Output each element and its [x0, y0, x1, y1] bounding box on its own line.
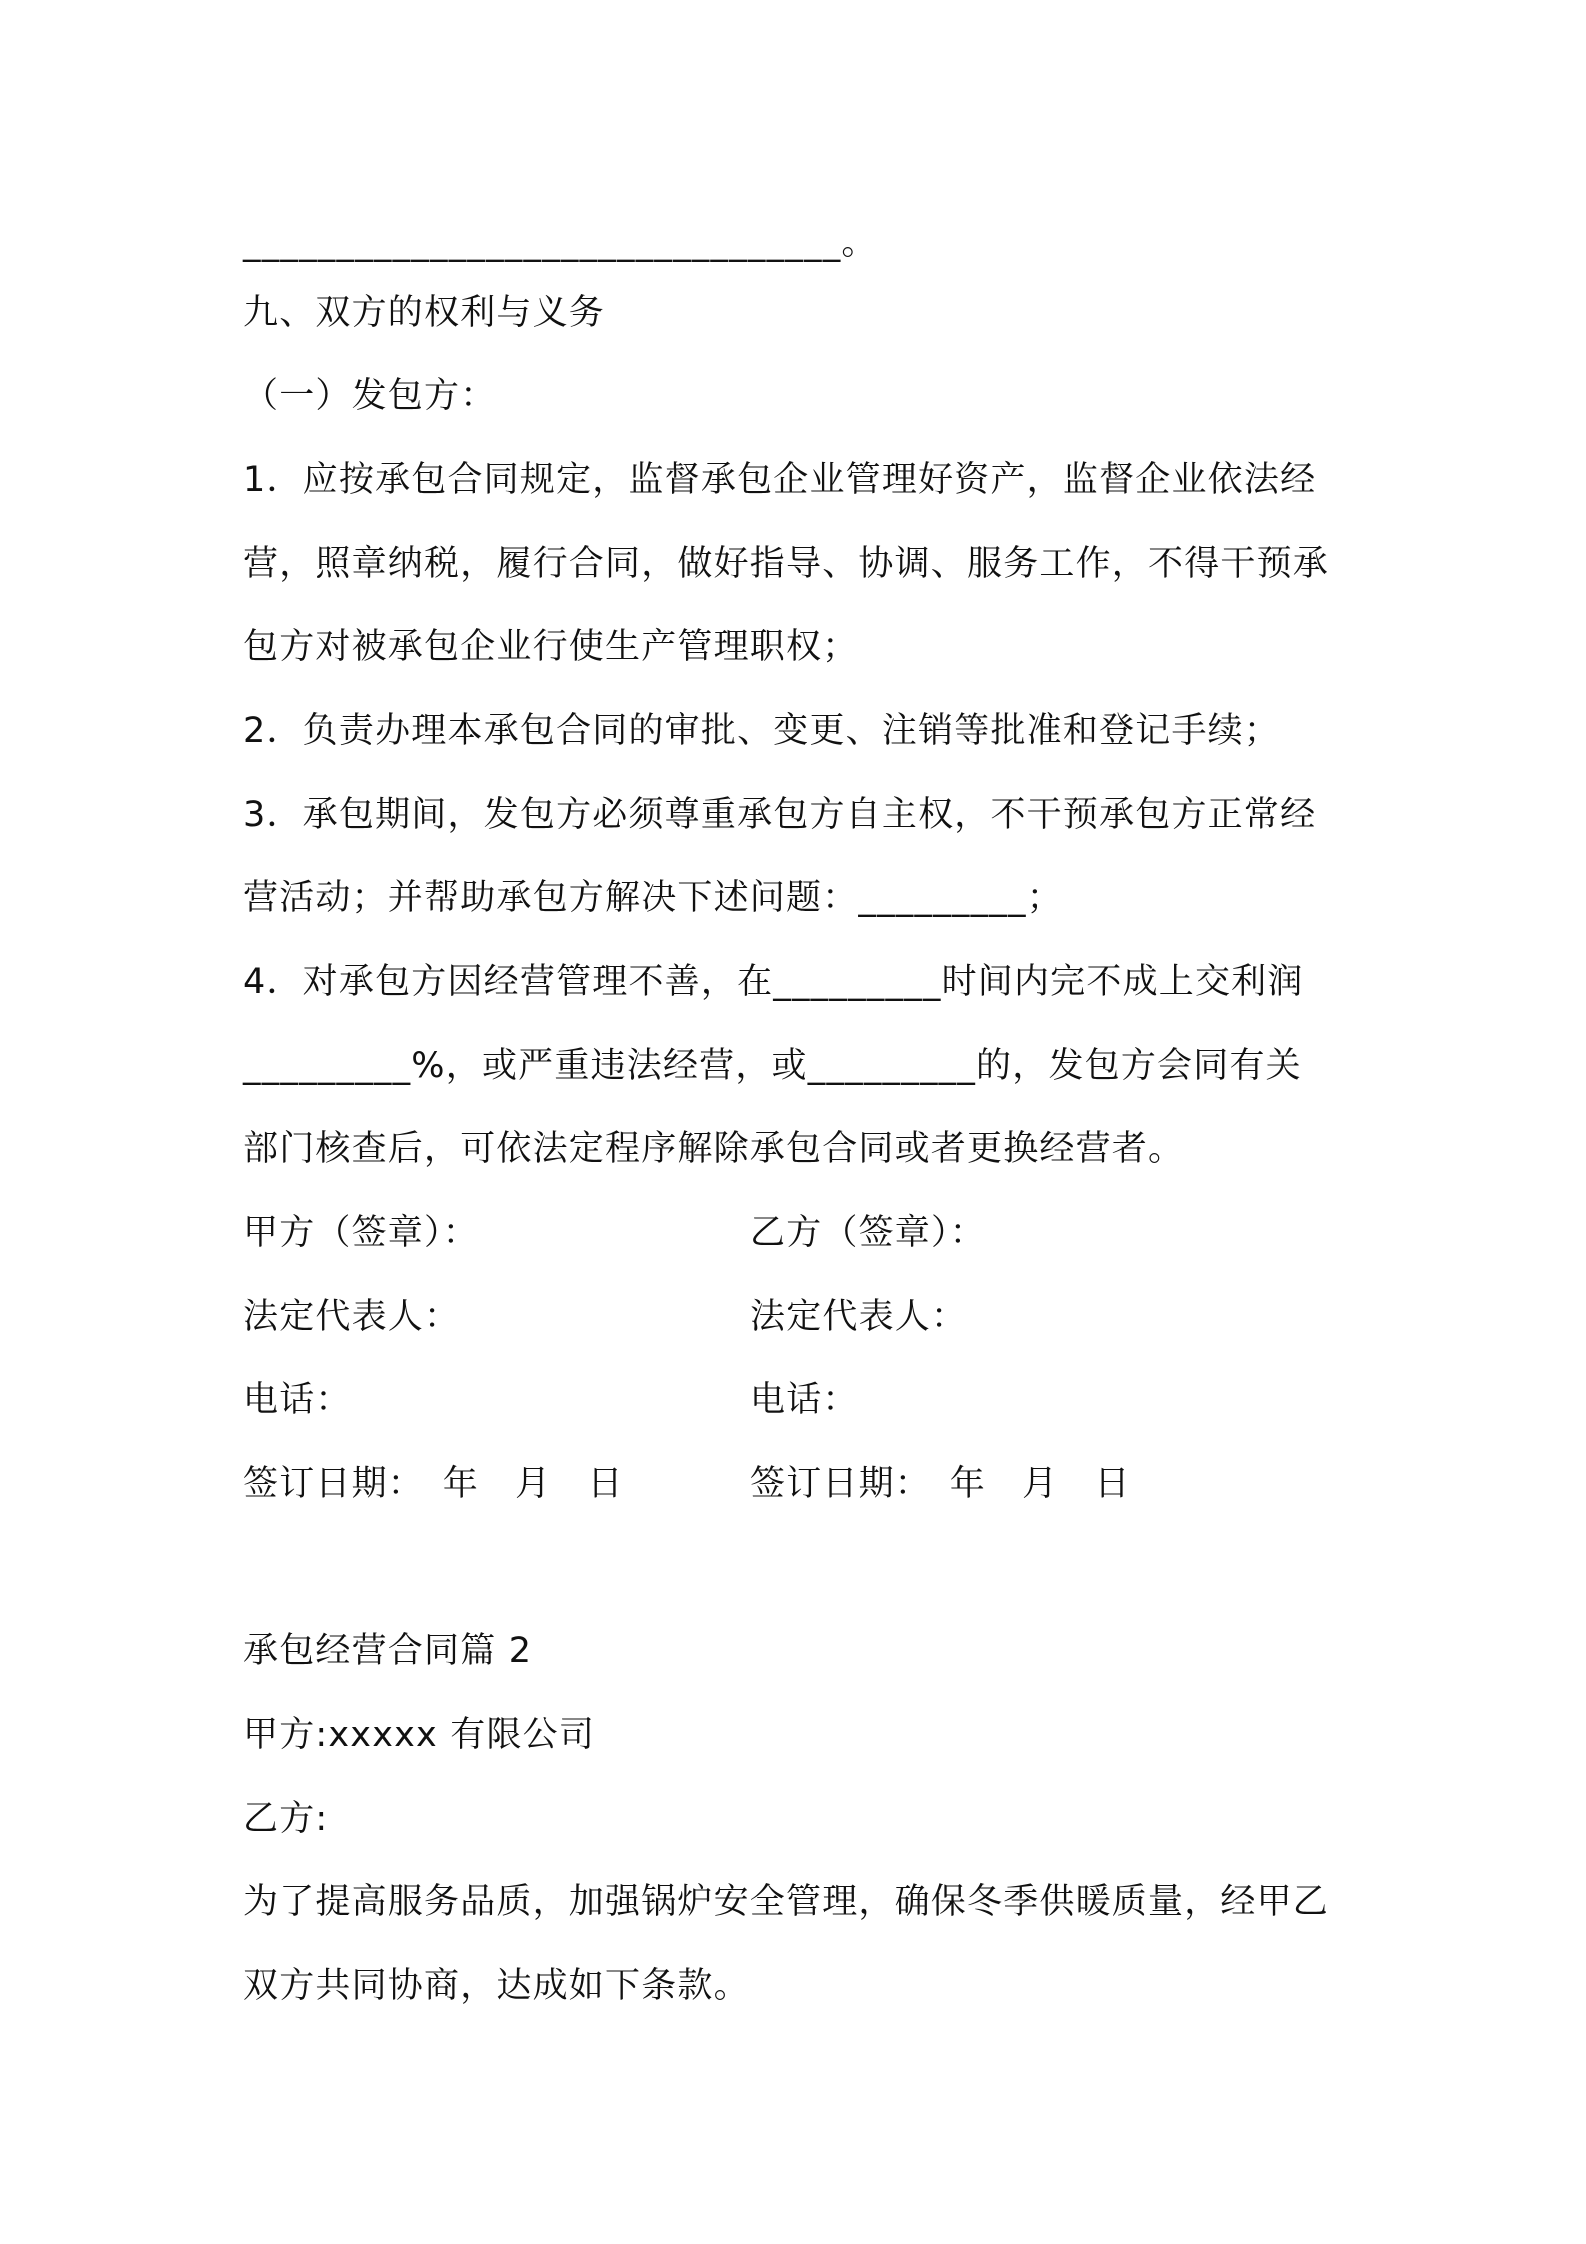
signature-row-seal	[243, 1208, 1363, 1258]
clause-3-line-2: 营活动；并帮助承包方解决下述问题：_________；	[243, 878, 1063, 918]
preamble-line-2: 双方共同协商，达成如下条款。	[243, 1966, 750, 2006]
signature-row-representative	[243, 1292, 1363, 1342]
party-a-seal-label: 甲方（签章）：	[243, 1213, 479, 1253]
party-a-name: 甲方:xxxxx 有限公司	[243, 1715, 596, 1755]
clause-4-line-3: 部门核查后，可依法定程序解除承包合同或者更换经营者。	[243, 1129, 1185, 1169]
party-a-representative-label: 法定代表人：	[243, 1297, 461, 1337]
party-b-representative-label: 法定代表人：	[750, 1297, 968, 1337]
party-a-sign-date-label: 签订日期： 年 月 日	[243, 1464, 624, 1504]
party-b-sign-date-label: 签订日期： 年 月 日	[750, 1464, 1131, 1504]
signature-row-date	[243, 1459, 1363, 1509]
clause-1-line-3: 包方对被承包企业行使生产管理职权；	[243, 627, 859, 667]
section-heading-rights: 九、双方的权利与义务	[243, 293, 606, 333]
clause-4-line-1: 4．对承包方因经营管理不善，在_________时间内完不成上交利润	[243, 962, 1304, 1002]
clause-4-line-2: _________%，或严重违法经营，或_________的，发包方会同有关	[243, 1046, 1302, 1086]
clause-2: 2．负责办理本承包合同的审批、变更、注销等批准和登记手续；	[243, 711, 1281, 751]
party-b-name: 乙方:	[243, 1799, 329, 1839]
clause-1-line-2: 营，照章纳税，履行合同，做好指导、协调、服务工作，不得干预承	[243, 544, 1330, 584]
party-a-phone-label: 电话：	[243, 1380, 352, 1420]
signature-row-phone	[243, 1375, 1363, 1425]
clause-1-line-1: 1．应按承包合同规定，监督承包企业管理好资产，监督企业依法经	[243, 460, 1317, 500]
preamble-line-1: 为了提高服务品质，加强锅炉安全管理，确保冬季供暖质量，经甲乙	[243, 1882, 1330, 1922]
party-b-seal-label: 乙方（签章）：	[750, 1213, 986, 1253]
blank-underline-line: ________________________________。	[243, 223, 878, 263]
clause-3-line-1: 3．承包期间，发包方必须尊重承包方自主权，不干预承包方正常经	[243, 795, 1317, 835]
subheading-employer: （一）发包方：	[243, 376, 497, 416]
contract-title-2: 承包经营合同篇 2	[243, 1631, 533, 1671]
party-b-phone-label: 电话：	[750, 1380, 859, 1420]
